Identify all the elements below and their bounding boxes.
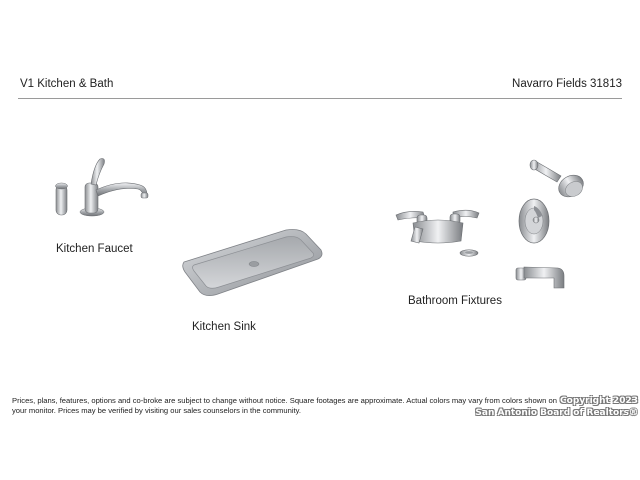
bathroom-fixtures-label: Bathroom Fixtures: [408, 295, 502, 307]
copyright-watermark: Copyright 2023: [560, 396, 638, 406]
kitchen-sink-label: Kitchen Sink: [192, 321, 256, 333]
shower-head-image: [527, 156, 587, 201]
header-divider: [18, 98, 622, 99]
kitchen-faucet-label: Kitchen Faucet: [56, 243, 133, 255]
document-title: V1 Kitchen & Bath: [20, 78, 114, 90]
bathroom-faucet-image: [393, 205, 485, 260]
tub-spout-image: [514, 262, 568, 294]
kitchen-sink-image: [182, 228, 324, 298]
shower-valve-image: [516, 196, 552, 246]
realtors-watermark: San Antonio Board of Realtors®: [475, 408, 638, 418]
kitchen-faucet-image: [50, 155, 150, 220]
community-name: Navarro Fields 31813: [512, 78, 622, 90]
disclaimer-text: Prices, plans, features, options and co-broke are subject to change without notice. Square footages are approximate. Actual colors may vary from colors shown on your monitor. Prices may be verified by visiting our sales counselors in the community.: [12, 396, 557, 415]
